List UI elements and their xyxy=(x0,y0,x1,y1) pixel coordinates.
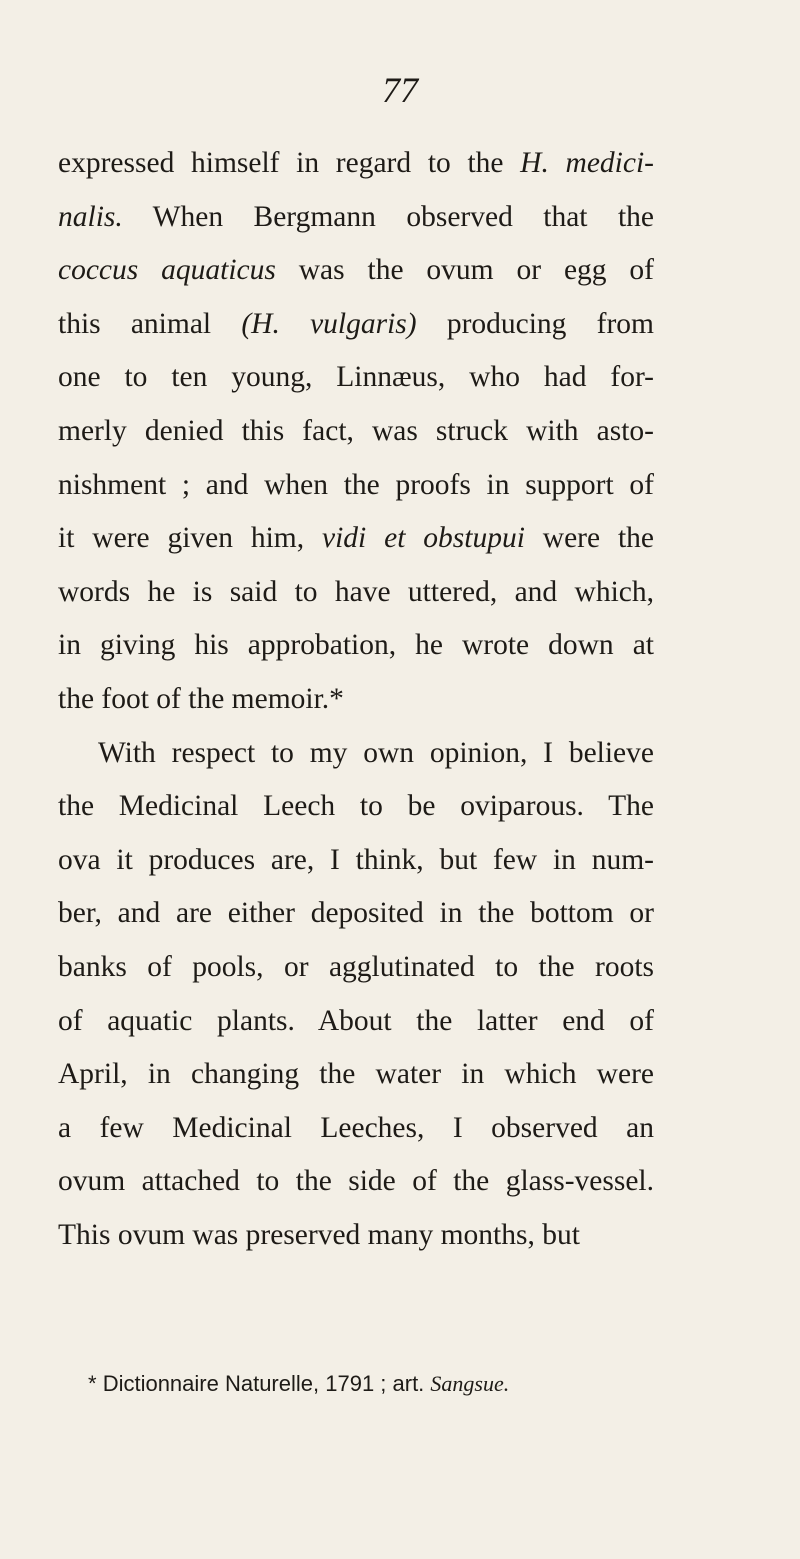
text-segment: in giving his approbation, he wrote down at xyxy=(58,629,654,662)
text-line xyxy=(58,351,654,405)
text-segment: the foot of the memoir.* xyxy=(58,682,344,715)
text-segment: producing from xyxy=(416,307,654,340)
footnote-marker: * xyxy=(88,1371,97,1396)
text-segment: merly denied this fact, was struck with asto- xyxy=(58,414,654,447)
body-text xyxy=(58,137,654,1262)
text-line xyxy=(58,619,654,673)
text-segment: expressed himself in regard to the xyxy=(58,147,521,179)
text-segment: of aquatic plants. About the latter end of xyxy=(58,1004,654,1037)
text-line xyxy=(58,1048,654,1102)
text-segment: a few Medicinal Leeches, I observed an xyxy=(58,1111,654,1144)
text-segment: H. medici- xyxy=(520,147,654,179)
text-line xyxy=(58,512,654,566)
text-line xyxy=(58,244,654,298)
footnote-text: Dictionnaire Naturelle, 1791 ; art. xyxy=(102,1371,431,1396)
text-segment: When Bergmann observed that the xyxy=(122,200,654,233)
text-line xyxy=(58,834,654,888)
text-line xyxy=(58,566,654,620)
text-line xyxy=(58,137,654,191)
text-segment: ovum attached to the side of the glass-vessel. xyxy=(58,1165,654,1198)
text-line xyxy=(58,298,654,352)
text-segment: one to ten young, Linnæus, who had for- xyxy=(58,361,654,394)
text-line xyxy=(58,405,654,459)
text-segment: were the xyxy=(524,522,654,555)
text-segment: was the ovum or egg of xyxy=(275,254,654,287)
text-segment: this animal xyxy=(58,307,242,340)
text-segment: vidi et obstupui xyxy=(322,522,525,555)
text-line xyxy=(58,191,654,245)
text-line xyxy=(58,1155,654,1209)
text-segment: banks of pools, or agglutinated to the roots xyxy=(58,950,654,983)
text-line xyxy=(58,1102,654,1156)
text-segment: the Medicinal Leech to be oviparous. The xyxy=(58,790,654,823)
text-line xyxy=(58,1209,654,1263)
text-line xyxy=(58,995,654,1049)
text-segment: nishment ; and when the proofs in support of xyxy=(58,468,654,501)
text-segment: This ovum was preserved many months, but xyxy=(58,1218,580,1251)
text-segment: ber, and are either deposited in the bottom or xyxy=(58,897,654,930)
footnote xyxy=(88,1369,509,1399)
text-segment: it were given him, xyxy=(58,522,322,555)
text-segment: ova it produces are, I think, but few in num- xyxy=(58,843,654,876)
text-line xyxy=(58,941,654,995)
text-segment: words he is said to have uttered, and which, xyxy=(58,575,654,608)
text-segment: With respect to my own opinion, I believe xyxy=(98,736,654,769)
text-segment: April, in changing the water in which were xyxy=(58,1058,654,1091)
text-line xyxy=(58,780,654,834)
text-line xyxy=(58,673,654,727)
text-line xyxy=(58,459,654,513)
text-segment: nalis. xyxy=(58,200,123,233)
text-line xyxy=(58,887,654,941)
footnote-italic: Sangsue. xyxy=(430,1371,510,1396)
text-segment: coccus aquaticus xyxy=(58,254,276,287)
text-line xyxy=(58,727,654,781)
text-segment: (H. vulgaris) xyxy=(241,307,417,340)
page-number: 77 xyxy=(382,70,418,110)
